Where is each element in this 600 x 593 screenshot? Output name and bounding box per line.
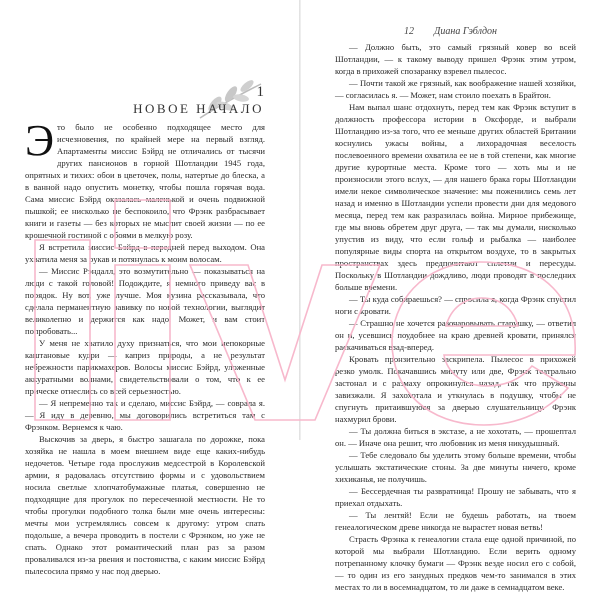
- paragraph: Я встретила миссис Бэйрд в передней перед выходом. Она ухватила меня за рукав и потянулась к моим волосам.: [25, 242, 265, 264]
- right-page: [301, 0, 600, 592]
- paragraph: Кровать пронзительно заскрипела. Пылесос в прихожей резко умолк. Покачавшись минуту или две, Фрэнк театрально застонал и с размаху опрокинулся назад, так что пружины завизжали. Я захохотала и уткнулась в подушку, чтобы не спугнуть притаившуюся за дверью слушательницу. Фрэнк нахмурил брови.: [335, 354, 576, 424]
- paragraph: Выскочив за дверь, я быстро зашагала по дорожке, пока хозяйка не нашла в моем внешнем виде еще каких-нибудь недочетов. Четыре года прослужив медсестрой в Королевской армии, я радовалась отсутствию формы и с удовольствием носила светлые хлопчатобумажные платья, совершенно не подходящие для прогулок по пересеченной местности. Не то чтобы прогулки подобного толка были мне очень интересны: мечты мои устремлялись совсем к другому: утром спать подольше, а вечера проводить в постели с Фрэнком, но уже не спать. Однако этот романтический план раз за разом проваливался из-за рвения и постоянства, с каким миссис Бэйрд пылесосила прямо у нас под дверью.: [25, 434, 265, 576]
- paragraph: — Ты должна биться в экстазе, а не хохотать, — прошептал он. — Иначе она решит, что любовник из меня никудышный.: [335, 426, 576, 448]
- right-body-text: [335, 41, 576, 593]
- drop-cap: Э: [25, 116, 55, 165]
- paragraph: — Страшно не хочется разочаровывать старушку, — ответил он и, усевшись поудобнее на краю древней кровати, принялся раскачиваться взад-вперед.: [335, 318, 576, 352]
- paragraph: — Ты куда собираешься? — спросила я, когда Фрэнк спустил ноги с кровати.: [335, 294, 576, 316]
- chapter-number: 1: [256, 84, 264, 100]
- running-head: [301, 26, 600, 38]
- paragraph: У меня не хватило духу признаться, что мои непокорные каштановые кудри — каприз природы, а не результат небрежности парикмахеров. Волосы миссис Бэйрд, уложенные аккуратными волнами, свидетельствовали о том, что к ее прическе отнеслись со всей серьезностью.: [25, 338, 265, 396]
- left-page: [0, 0, 299, 576]
- paragraph: — Ты лентяй! Если не будешь работать, на твоем генеалогическом древе никогда не вырастет новая ветвь!: [335, 510, 576, 532]
- paragraph: Нам выпал шанс отдохнуть, перед тем как Фрэнк вступит в должность профессора истории в Оксфорде, и выбрали Шотландию из-за того, что ее меньше других областей Британии коснулись ужасы войны, а лихорадочная веселость послевоенного времени охватила ее не в той степени, как многие другие курортные места. Кроме того — хоть мы и не произносили этого вслух, — для нашего брака горы Шотландии имели некое символическое значение: мы поженились семь лет назад и именно в Шотландии успели провести дни для медового месяца, перед тем как разразилась война. Мирное прибежище, где мы вновь обретем друг друга, — так мы думали, нисколько упустив из виду, что если гольф и рыбалка — наиболее популярные виды спорта на открытом воздухе, то в закрытых пространствах здесь предпочитают сплетни и пересуды. Поскольку в Шотландии дождливо, люди проводят в последних больше времени.: [335, 102, 576, 292]
- author-name: Диана Гэблдон: [434, 26, 497, 37]
- left-body-text: [25, 116, 265, 577]
- paragraph: — Тебе следовало бы уделить этому больше времени, чтобы услышать экстатические стоны. За две минуты ничего, кроме хихиканья, не получишь.: [335, 450, 576, 484]
- paragraph: — Должно быть, это самый грязный ковер во всей Шотландии, — к такому выводу пришел Фрэнк этим утром, когда в прихожей спозаранку взревел пылесос.: [335, 42, 576, 76]
- paragraph: — Почти такой же грязный, как воображение нашей хозяйки, — согласилась я. — Может, нам стоило поехать в Брайтон.: [335, 78, 576, 100]
- paragraph-text: то было не особенно подходящее место для исчезновения, по крайней мере на первый взгляд. Апартаменты миссис Бэйрд не отличались от тысячи других пансионов в горной Шотландии 1945 года, опрятных и тихих: обои в цветочек, полы, натертые до блеска, а в ванной надо опустить монетку, чтобы пошла горячая вода. Сама миссис Бэйрд оказалась маленькой и очень подвижной пышкой; ее нисколько не беспокоило, что Фрэнк разбрасывает книги и газеты — без которых не мыслит своей жизни — по ее крошечной гостиной с обоями в мелкую розу.: [25, 122, 265, 240]
- paragraph: Страсть Фрэнка к генеалогии стала еще одной причиной, по которой мы выбрали Шотландию. Если верить одному потрепанному клочку бумаги — Фрэнк везде носил его с собой, — то один из его занудных предков чем-то занимался в этих местах то ли в восемнадцатом, то ли даже в семнадцатом веке.: [335, 534, 576, 592]
- page-number: 12: [404, 26, 415, 37]
- chapter-title: НОВОЕ НАЧАЛО: [133, 101, 264, 116]
- paragraph: — Я непременно так и сделаю, миссис Бэйрд, — соврала я. — Я иду в деревню, мы договорились встретиться там с Фрэнком. Вернемся к чаю.: [25, 398, 265, 432]
- paragraph: [25, 116, 265, 241]
- paragraph: — Бессердечная ты развратница! Прошу не забывать, что я приехал отдыхать.: [335, 486, 576, 508]
- paragraph: — Миссис Рэндалл, это возмутительно — показываться на люди с такой головой! Подождите, я немного приведу вас в порядок. Ну вот, уже лучше. Моя кузина рассказывала, что сделала перманентную завивку по новой технологии, выглядит великолепно и держится как надо. Может, и вам стоит попробовать...: [25, 266, 265, 336]
